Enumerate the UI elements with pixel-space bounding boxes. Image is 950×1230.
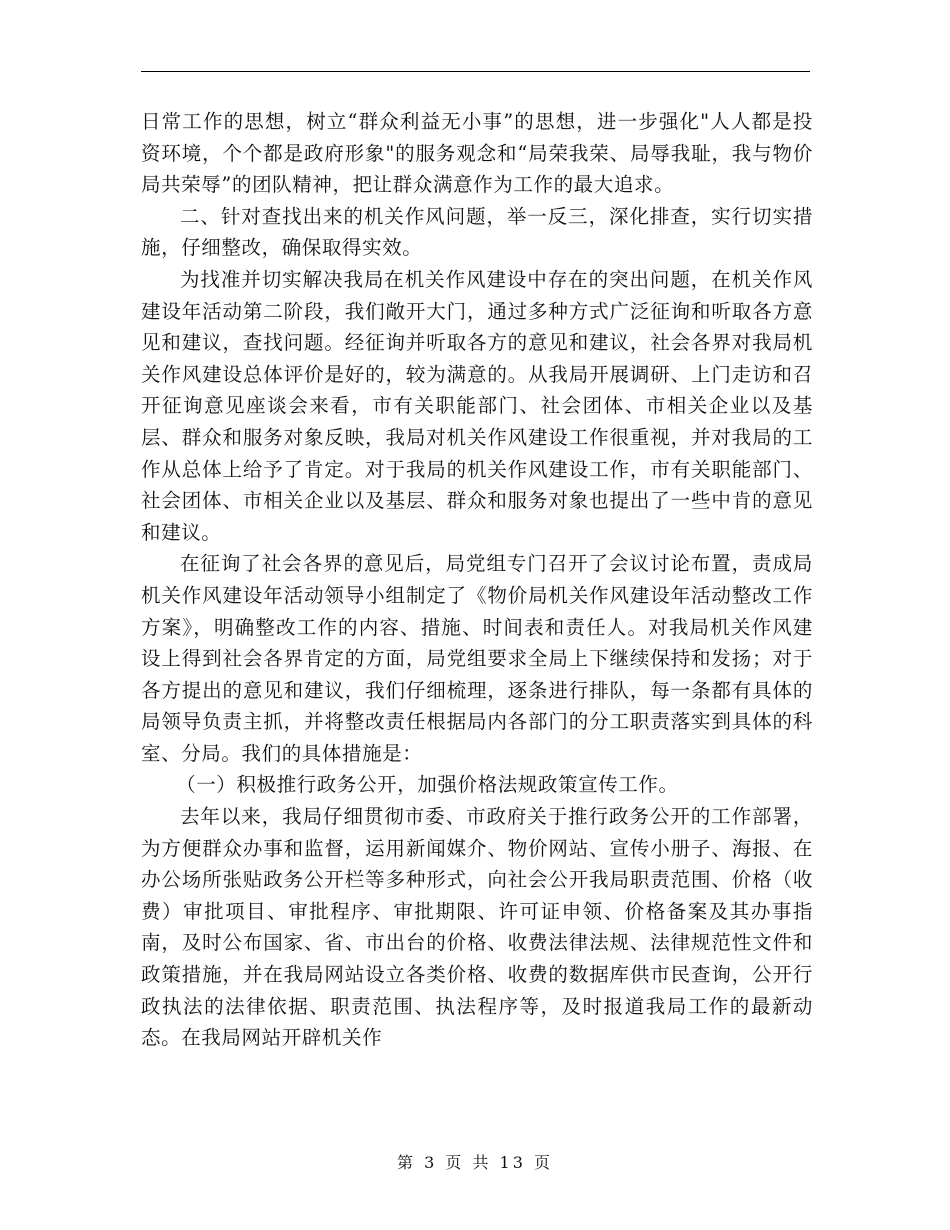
- paragraph-government-affairs: 去年以来，我局仔细贯彻市委、市政府关于推行政务公开的工作部署，为方便群众办事和监督，运用新闻媒介、物价网站、宣传小册子、海报、在办公场所张贴政务公开栏等多种形式，向社会公开我局职责范围、价格（收费）审批项目、审批程序、审批期限、许可证申领、价格备案及其办事指南，及时公布国家、省、市出台的价格、收费法律法规、法律规范性文件和政策措施，并在我局网站设立各类价格、收费的数据库供市民查询，公开行政执法的法律依据、职责范围、执法程序等，及时报道我局工作的最新动态。在我局网站开辟机关作: [141, 805, 813, 1050]
- page-number: 第 3 页 共 13 页: [397, 1153, 553, 1172]
- document-body: [141, 106, 813, 1054]
- section-heading-2: 二、针对查找出来的机关作风问题，举一反三，深化排查，实行切实措施，仔细整改，确保取得实效。: [141, 204, 813, 260]
- header-rule: [141, 71, 810, 72]
- paragraph-continuation: 日常工作的思想，树立“群众利益无小事”的思想，进一步强化"人人都是投资环境，个个都是政府形象"的服务观念和“局荣我荣、局辱我耻，我与物价局共荣辱”的团队精神，把让群众满意作为工作的最大追求。: [141, 110, 813, 197]
- paragraph-consultation: 为找准并切实解决我局在机关作风建设中存在的突出问题，在机关作风建设年活动第二阶段，我们敞开大门，通过多种方式广泛征询和听取各方意见和建议，查找问题。经征询并听取各方的意见和建议，社会各界对我局机关作风建设总体评价是好的，较为满意的。从我局开展调研、上门走访和召开征询意见座谈会来看，市有关职能部门、社会团体、市相关企业以及基层、群众和服务对象反映，我局对机关作风建设工作很重视，并对我局的工作从总体上给予了肯定。对于我局的机关作风建设工作，市有关职能部门、社会团体、市相关企业以及基层、群众和服务对象也提出了一些中肯的意见和建议。: [141, 267, 813, 544]
- subsection-heading-1: （一）积极推行政务公开，加强价格法规政策宣传工作。: [176, 773, 679, 797]
- paragraph-rectification-plan: 在征询了社会各界的意见后，局党组专门召开了会议讨论布置，责成局机关作风建设年活动领导小组制定了《物价局机关作风建设年活动整改工作方案》，明确整改工作的内容、措施、时间表和责任人。对我局机关作风建设上得到社会各界肯定的方面，局党组要求全局上下继续保持和发扬；对于各方提出的意见和建议，我们仔细梳理，逐条进行排队，每一条都有具体的局领导负责主抓，并将整改责任根据局内各部门的分工职责落实到具体的科室、分局。我们的具体措施是：: [141, 552, 813, 765]
